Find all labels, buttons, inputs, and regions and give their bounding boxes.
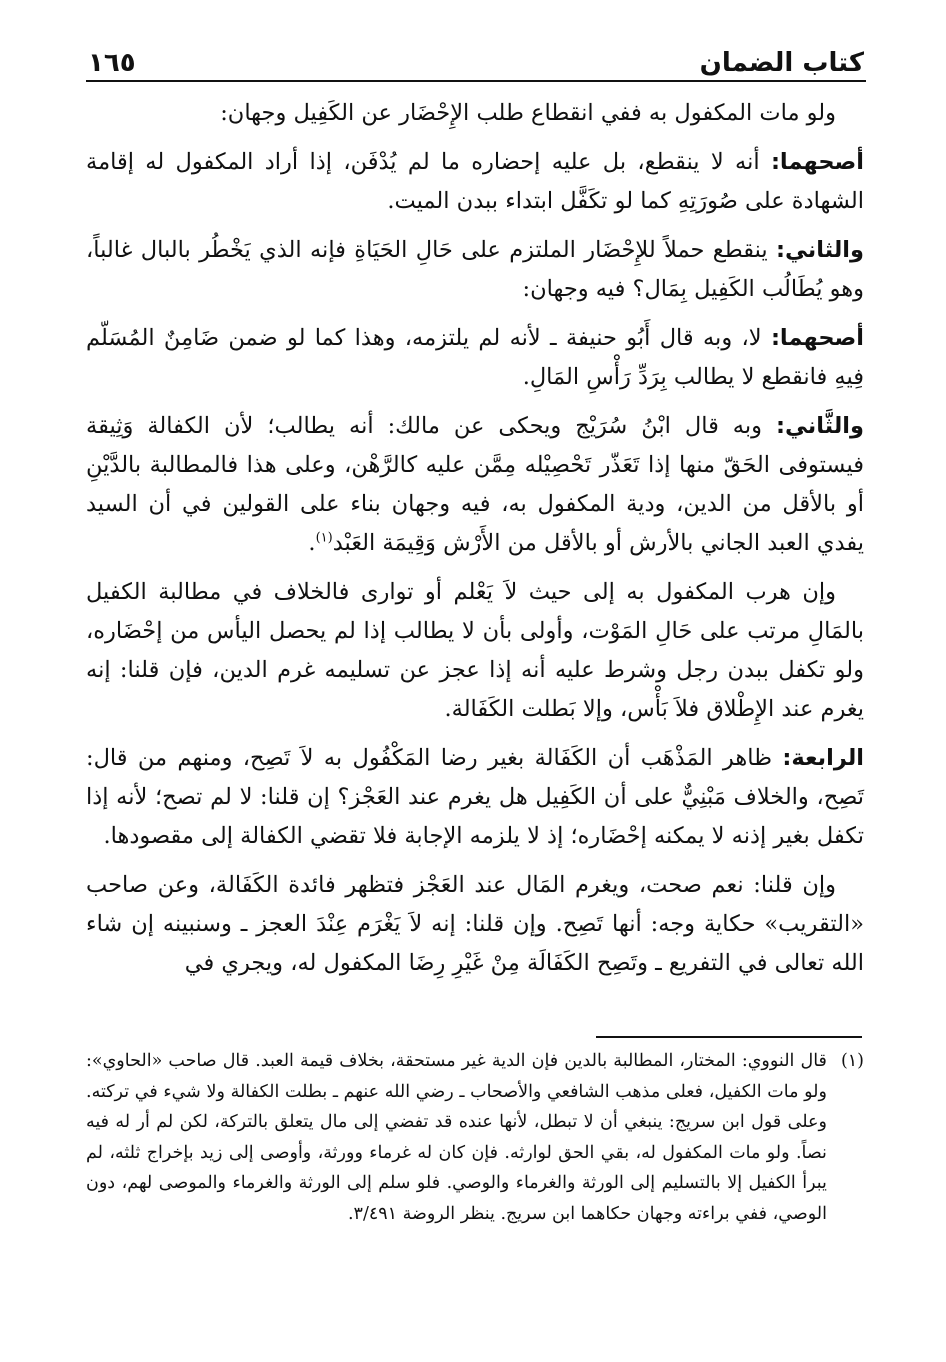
paragraph-text: ينقطع حملاً للإِحْضَار الملتزم على حَالِ الحَيَاةِ فإنه الذي يَخْطُر بالبال غالباً، وهو يُطَالُب الكَفِيل بِمَال؟ فيه وجهان: xyxy=(86,237,864,302)
paragraph-text: أنه لا ينقطع، بل عليه إحضاره ما لم يُدْفَن، إذا أراد المكفول له إقامة الشهادة على صُورَتِهِ كما لو تكَفَّل ابتداء ببدن الميت. xyxy=(86,149,864,214)
paragraph-label: الرابعة: xyxy=(782,745,864,771)
paragraph xyxy=(86,407,864,563)
paragraph xyxy=(86,231,864,309)
paragraph-text: وإن هرب المكفول به إلى حيث لاَ يَعْلم أو توارى فالخلاف في مطالبة الكفيل بالمَالِ مرتب على حَالِ المَوْت، وأولى بأن لا يطالب إذا لم يحصل اليأس من إحْضَاره، ولو تكفل ببدن رجل وشرط عليه أنه إذا عجز عن تسليمه غرم الدين، فإن قلنا: إنه يغرم عند الإِطْلاق فلاَ بَأْس، وإلا بَطلت الكَفَالة. xyxy=(86,579,864,722)
paragraph-label: والثاني: xyxy=(776,237,864,263)
footnote-rule xyxy=(596,1036,862,1038)
paragraph xyxy=(86,319,864,397)
footnote-reference[interactable]: (١) xyxy=(315,530,333,546)
footnotes xyxy=(86,1046,864,1229)
running-title: كتاب الضمان xyxy=(699,48,864,78)
page-header xyxy=(88,34,864,78)
paragraph xyxy=(86,573,864,729)
paragraph xyxy=(86,739,864,856)
page-number: ١٦٥ xyxy=(88,48,136,78)
paragraph-text: لا، وبه قال أَبُو حنيفة ـ لأنه لم يلتزمه، وهذا كما لو ضمن ضَامِنٌ المُسَلّم فِيهِ فانقطع لا يطالب بِرَدِّ رَأْسِ المَالِ. xyxy=(86,325,864,390)
paragraph-text: ولو مات المكفول به ففي انقطاع طلب الإِحْضَار عن الكَفِيل وجهان: xyxy=(220,100,836,126)
paragraph-text: وإن قلنا: نعم صحت، ويغرم المَال عند العَجْز فتظهر فائدة الكَفَالة، وعن صاحب «التقريب» حكاية وجه: أنها تَصِح. وإن قلنا: إنه لاَ يَغْرَم عِنْدَ العجز ـ وسنبينه إن شاء الله تعالى في التفريع ـ وتَصِح الكَفَالَة مِنْ غَيْرِ رِضَا المكفول له، ويجري في xyxy=(86,872,864,976)
paragraph-label: أصحهما: xyxy=(770,149,864,175)
paragraph-label: أصحهما: xyxy=(770,325,864,351)
paragraph-label: والثَّاني: xyxy=(776,413,864,439)
paragraph-tail: . xyxy=(308,530,316,556)
paragraph xyxy=(86,143,864,221)
paragraph xyxy=(86,94,864,133)
paragraph-text: ظاهر المَذْهَب أن الكَفَالة بغير رضا المَكْفُول به لاَ تَصِح، ومنهم من قال: تَصِح، والخلاف مَبْنِيٌّ على أن الكَفِيل هل يغرم عند العَجْز؟ إن قلنا: لا لم تصح؛ لأنه إذا تكفل بغير إذنه لا يمكنه إحْضَاره؛ إذ لا يلزمه الإجابة فلا تقضي الكفالة إلى مقصودها. xyxy=(86,745,864,849)
main-text xyxy=(86,94,864,993)
paragraph xyxy=(86,866,864,983)
footnote-text: قال النووي: المختار، المطالبة بالدين فإن الدية غير مستحقة، بخلاف قيمة العبد. قال صاحب «الحاوي»: ولو مات الكفيل، فعلى مذهب الشافعي والأصحاب ـ رضي الله عنهم ـ بطلت الكفالة ولا شيء في تركته. وعلى قول ابن سريج: ينبغي أن لا تبطل، لأنها عنده قد تفضي إلى مال يتعلق بالتركة، لكن لم أر له فيه نصاً. ولو مات المكفول له، بقي الحق لوارثه. فإن كان له غرماء وورثة، وأوصى إلى زيد بإخراج ثلثه، لم يبرأ الكفيل إلا بالتسليم إلى الورثة والغرماء والوصي. فلو سلم إلى الورثة والغرماء والموصى لهم، دون الوصي، ففي براءته وجهان حكاهما ابن سريج. ينظر الروضة ٣/٤٩١. xyxy=(86,1051,827,1224)
header-rule xyxy=(86,80,866,82)
footnote-number: (١) xyxy=(840,1051,864,1071)
paragraph-text: وبه قال ابْنُ سُرَيْج ويحكى عن مالك: أنه يطالب؛ لأن الكفالة وَثِيقة فيستوفى الحَقّ منها إذا تَعَذّر تَحْصِيْله مِمَّن عليه كالرَّهْن، وعلى هذا فالمطالبة بالدَّيْنِ أو بالأقل من الدين، ودية المكفول به، فيه وجهان بناء على القولين في أن السيد يفدي العبد الجاني بالأرش أو بالأقل من الأَرْش وَقِيمَة العَبْد xyxy=(86,413,864,556)
